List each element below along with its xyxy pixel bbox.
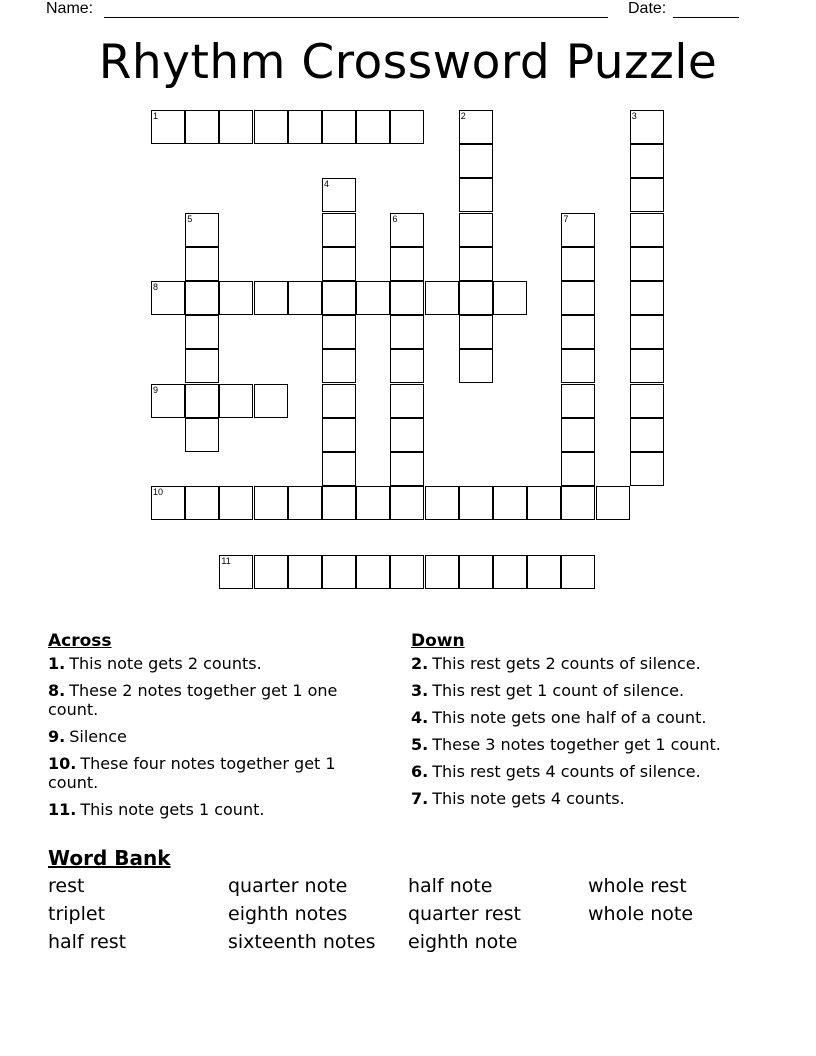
down-heading: Down [411, 631, 465, 651]
grid-cell[interactable] [185, 349, 219, 383]
grid-cell[interactable] [493, 486, 527, 520]
grid-cell[interactable] [185, 247, 219, 281]
grid-cell[interactable] [185, 486, 219, 520]
grid-cell[interactable] [561, 281, 595, 315]
grid-cell[interactable] [459, 486, 493, 520]
grid-cell[interactable] [390, 349, 424, 383]
clue-number: 4. [411, 708, 429, 727]
across-clue [48, 727, 378, 746]
word-bank-word: triplet [48, 903, 106, 925]
word-bank-word: quarter rest [408, 903, 521, 925]
grid-cell[interactable] [254, 384, 288, 418]
grid-cell[interactable] [322, 110, 356, 144]
grid-cell[interactable] [630, 213, 664, 247]
grid-cell[interactable] [561, 349, 595, 383]
grid-cell[interactable] [390, 555, 424, 589]
grid-cell[interactable] [390, 418, 424, 452]
clue-number: 3. [411, 681, 429, 700]
word-bank [48, 874, 788, 964]
clue-number: 11. [48, 800, 77, 819]
across-clue-list [48, 654, 378, 827]
grid-cell[interactable] [219, 384, 253, 418]
grid-cell[interactable] [459, 281, 493, 315]
name-label: Name: [46, 0, 94, 17]
clue-text: These four notes together get 1 count. [48, 754, 336, 792]
clue-number: 2 [460, 111, 466, 121]
word-bank-word: whole note [588, 903, 694, 925]
down-clue [411, 762, 756, 781]
word-bank-word: eighth notes [228, 903, 348, 925]
clue-number: 2. [411, 654, 429, 673]
clue-text: This rest gets 4 counts of silence. [432, 762, 701, 781]
grid-cell[interactable] [356, 281, 390, 315]
clue-number: 1. [48, 654, 66, 673]
grid-cell[interactable] [630, 281, 664, 315]
grid-cell[interactable] [527, 486, 561, 520]
across-clue [48, 654, 378, 673]
clue-number: 11 [221, 555, 231, 566]
grid-cell[interactable] [390, 110, 424, 144]
grid-cell[interactable] [322, 418, 356, 452]
clue-text: These 3 notes together get 1 count. [432, 735, 721, 754]
grid-cell[interactable] [219, 486, 253, 520]
grid-cell[interactable] [322, 281, 356, 315]
grid-cell[interactable] [459, 178, 493, 212]
word-bank-word: eighth note [408, 931, 518, 953]
grid-cell[interactable] [561, 452, 595, 486]
grid-cell[interactable] [561, 384, 595, 418]
grid-cell[interactable] [459, 315, 493, 349]
clue-number: 10. [48, 754, 77, 773]
grid-cell[interactable] [322, 315, 356, 349]
grid-cell[interactable] [322, 247, 356, 281]
grid-cell[interactable] [630, 144, 664, 178]
grid-cell[interactable] [151, 281, 185, 315]
grid-cell[interactable] [425, 555, 459, 589]
grid-cell[interactable] [254, 555, 288, 589]
grid-cell[interactable] [390, 486, 424, 520]
word-bank-heading: Word Bank [48, 846, 171, 870]
grid-cell[interactable] [630, 418, 664, 452]
grid-cell[interactable] [630, 247, 664, 281]
word-bank-word: rest [48, 875, 85, 897]
grid-cell[interactable] [493, 555, 527, 589]
grid-cell[interactable] [185, 384, 219, 418]
grid-cell[interactable] [630, 349, 664, 383]
down-clue-list [411, 654, 756, 816]
grid-cell[interactable] [630, 452, 664, 486]
grid-cell[interactable] [219, 555, 253, 589]
grid-cell[interactable] [561, 418, 595, 452]
clue-number: 10 [153, 487, 164, 498]
grid-cell[interactable] [390, 384, 424, 418]
down-clue [411, 654, 756, 673]
grid-cell[interactable] [219, 110, 253, 144]
grid-cell[interactable] [459, 349, 493, 383]
grid-cell[interactable] [322, 452, 356, 486]
grid-cell[interactable] [425, 281, 459, 315]
grid-cell[interactable] [561, 213, 595, 247]
clue-number: 4 [324, 179, 330, 190]
clue-number: 1 [153, 111, 159, 121]
grid-cell[interactable] [219, 281, 253, 315]
across-heading: Across [48, 631, 112, 651]
word-bank-word: sixteenth notes [228, 931, 376, 953]
clue-number: 9 [153, 384, 159, 395]
grid-cell[interactable] [288, 486, 322, 520]
grid-cell[interactable] [356, 486, 390, 520]
clue-text: Silence [69, 727, 127, 746]
grid-cell[interactable] [561, 315, 595, 349]
grid-cell[interactable] [356, 110, 390, 144]
page-title: Rhythm Crossword Puzzle [98, 35, 718, 90]
clue-number: 8 [153, 282, 159, 292]
grid-cell[interactable] [596, 486, 630, 520]
grid-cell[interactable] [459, 247, 493, 281]
date-label: Date: [628, 0, 667, 17]
clue-number: 7. [411, 789, 429, 808]
grid-cell[interactable] [561, 486, 595, 520]
down-clue [411, 735, 756, 754]
word-bank-word: quarter note [228, 875, 348, 897]
grid-cell[interactable] [185, 315, 219, 349]
grid-cell[interactable] [561, 247, 595, 281]
grid-cell[interactable] [322, 213, 356, 247]
grid-cell[interactable] [459, 110, 493, 144]
grid-cell[interactable] [390, 247, 424, 281]
clue-text: This rest get 1 count of silence. [432, 681, 685, 700]
grid-cell[interactable] [630, 315, 664, 349]
grid-cell[interactable] [561, 555, 595, 589]
down-clue [411, 681, 756, 700]
grid-cell[interactable] [322, 486, 356, 520]
clue-number: 6 [392, 213, 398, 224]
grid-cell[interactable] [356, 555, 390, 589]
down-clue [411, 708, 756, 727]
grid-cell[interactable] [630, 178, 664, 212]
clue-text: This note gets 4 counts. [432, 789, 625, 808]
word-bank-word: half note [408, 875, 493, 897]
grid-cell[interactable] [151, 384, 185, 418]
grid-cell[interactable] [390, 452, 424, 486]
grid-cell[interactable] [288, 110, 322, 144]
grid-cell[interactable] [185, 418, 219, 452]
grid-cell[interactable] [288, 555, 322, 589]
grid-cell[interactable] [254, 486, 288, 520]
grid-cell[interactable] [151, 110, 185, 144]
clue-text: This note gets 2 counts. [69, 654, 262, 673]
clue-text: This rest gets 2 counts of silence. [432, 654, 701, 673]
grid-cell[interactable] [185, 213, 219, 247]
across-clue [48, 681, 378, 719]
grid-cell[interactable] [459, 213, 493, 247]
grid-cell[interactable] [425, 486, 459, 520]
across-clue [48, 754, 378, 792]
grid-cell[interactable] [322, 555, 356, 589]
clue-number: 9. [48, 727, 66, 746]
clue-number: 6. [411, 762, 429, 781]
grid-cell[interactable] [390, 281, 424, 315]
across-clue [48, 800, 378, 819]
clue-text: This note gets one half of a count. [432, 708, 707, 727]
clue-number: 5 [187, 213, 193, 224]
grid-cell[interactable] [459, 555, 493, 589]
word-bank-word: whole rest [588, 875, 687, 897]
clue-text: These 2 notes together get 1 one count. [48, 681, 338, 719]
grid-cell[interactable] [493, 281, 527, 315]
down-clue [411, 789, 756, 808]
grid-cell[interactable] [151, 486, 185, 520]
grid-cell[interactable] [459, 144, 493, 178]
grid-cell[interactable] [185, 281, 219, 315]
clue-number: 5. [411, 735, 429, 754]
grid-cell[interactable] [322, 349, 356, 383]
grid-cell[interactable] [288, 281, 322, 315]
clue-number: 3 [631, 111, 637, 121]
grid-cell[interactable] [185, 110, 219, 144]
grid-cell[interactable] [390, 213, 424, 247]
grid-cell[interactable] [390, 315, 424, 349]
clue-number: 8. [48, 681, 66, 700]
word-bank-word: half rest [48, 931, 127, 953]
grid-cell[interactable] [322, 384, 356, 418]
grid-cell[interactable] [254, 110, 288, 144]
grid-cell[interactable] [630, 110, 664, 144]
grid-cell[interactable] [527, 555, 561, 589]
grid-cell[interactable] [254, 281, 288, 315]
grid-cell[interactable] [630, 384, 664, 418]
clue-number: 7 [563, 213, 569, 224]
grid-cell[interactable] [322, 178, 356, 212]
clue-text: This note gets 1 count. [80, 800, 265, 819]
